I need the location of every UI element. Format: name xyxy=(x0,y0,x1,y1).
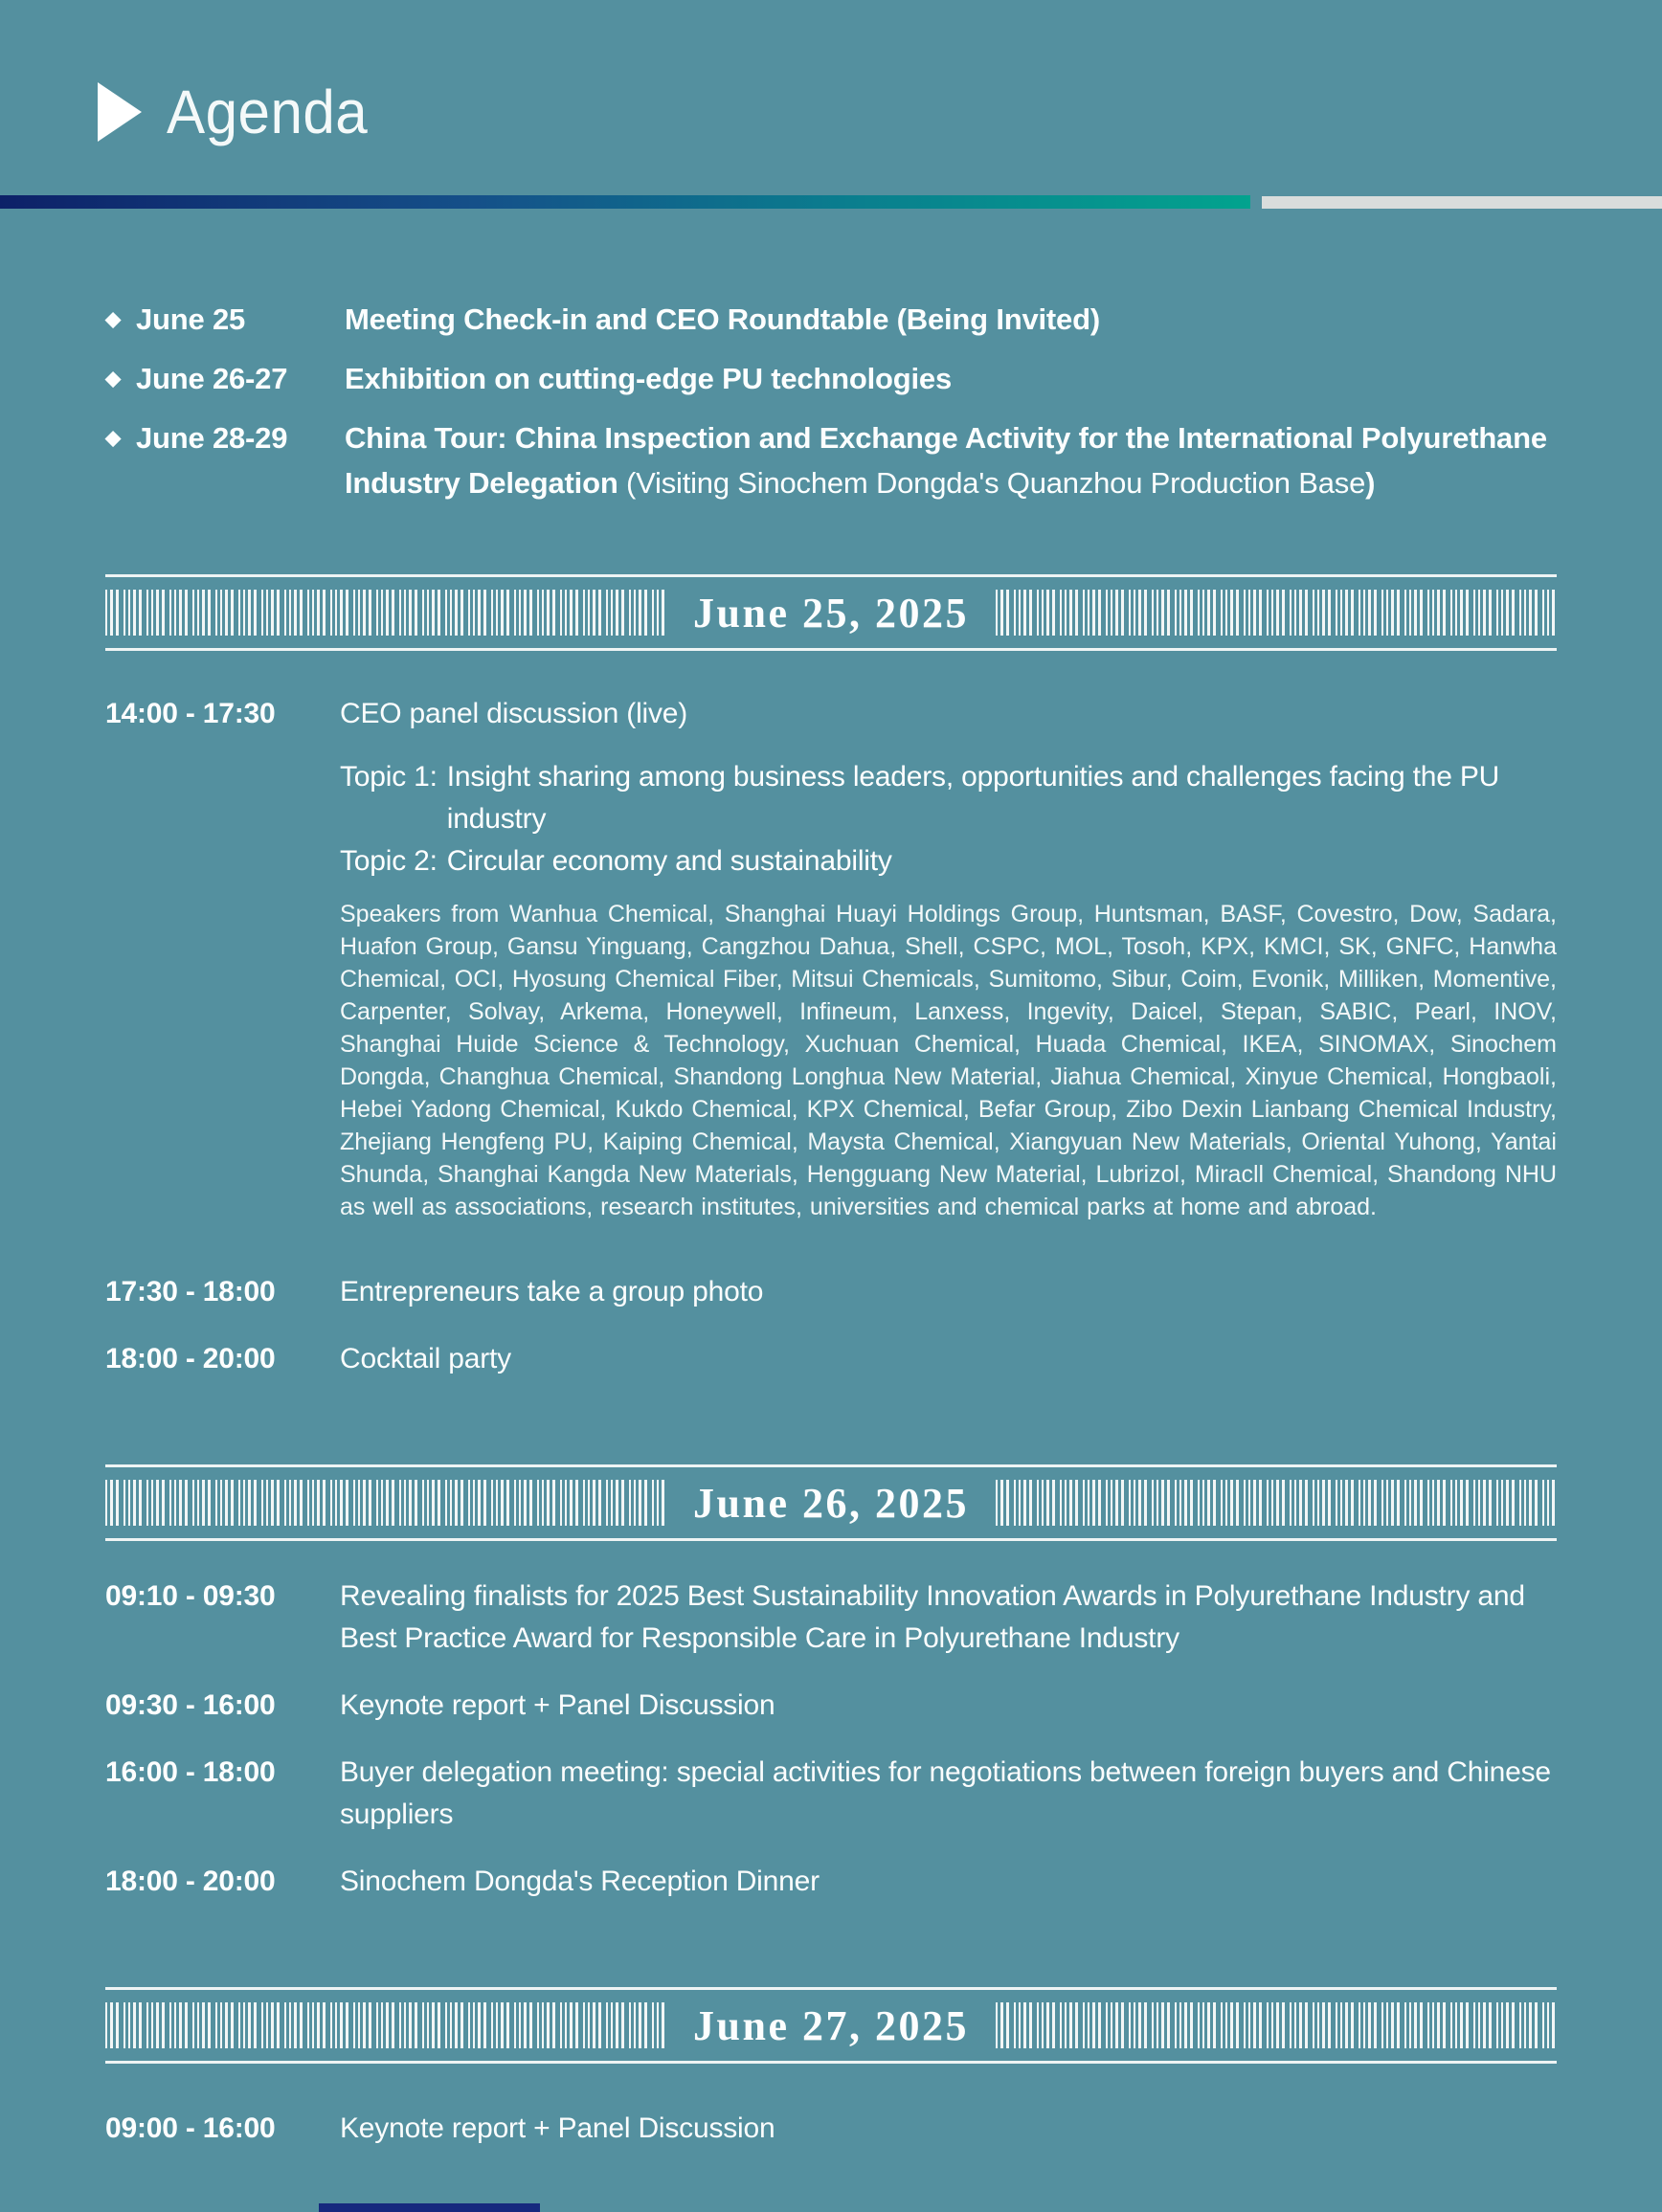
overview-title-bold: Exhibition on cutting-edge PU technologies xyxy=(345,362,952,395)
time-range: 16:00 - 18:00 xyxy=(105,1756,276,1788)
event-title: Revealing finalists for 2025 Best Sustainability Innovation Awards in Polyurethane Industry and Best Practice Award for Responsible Care in Polyurethane Industry xyxy=(340,1580,1525,1654)
event-title: CEO panel discussion (live) xyxy=(340,698,688,729)
topic-label: Topic 2: xyxy=(340,845,438,877)
barcode-decoration-left xyxy=(105,1480,666,1526)
overview-title xyxy=(345,415,1557,505)
time-range: 18:00 - 20:00 xyxy=(105,1866,276,1897)
list-item xyxy=(105,297,1557,342)
play-triangle-icon xyxy=(98,82,142,142)
schedule-row xyxy=(105,1861,1557,1903)
event-title: Buyer delegation meeting: special activities for negotiations between foreign buyers and Chinese suppliers xyxy=(340,1756,1551,1830)
overview-title-bold: Meeting Check-in and CEO Roundtable (Being Invited) xyxy=(345,302,1100,336)
schedule-june-26 xyxy=(105,1575,1557,1903)
banner-inner xyxy=(105,2002,1557,2048)
schedule-row xyxy=(105,1271,1557,1313)
speakers-paragraph: Speakers from Wanhua Chemical, Shanghai Huayi Holdings Group, Huntsman, BASF, Covestro, Dow, Sadara, Huafon Group, Gansu Yinguang, Cangzhou Dahua, Shell, CSPC, MOL, Tosoh, KPX, KMCI, SK, GNFC, Hanwha Chemical, OCI, Hyosung Chemical Fiber, Mitsui Chemicals, Sumitomo, Sibur, Coim, Evonik, Milliken, Momentive, Carpenter, Solvay, Arkema, Honeywell, Infineum, Lanxess, Ingevity, Daicel, Stepan, SABIC, Pearl, INOV, Shanghai Huide Science & Technology, Xuchuan Chemical, Huada Chemical, IKEA, SINOMAX, Sinochem Dongda, Changhua Chemical, Shandong Longhua New Material, Jiahua Chemical, Xinyue Chemical, Hongbaoli, Hebei Yadong Chemical, Kukdo Chemical, KPX Chemical, Befar Group, Zibo Dexin Lianbang Chemical Industry, Zhejiang Hengfeng PU, Kaiping Chemical, Maysta Chemical, Xiangyuan New Materials, Oriental Yuhong, Yantai Shunda, Shanghai Kangda New Materials, Hengguang New Material, Lubrizol, Miracll Chemical, Shandong NHU as well as associations, research institutes, universities and chemical parks at home and abroad. xyxy=(340,901,1557,1220)
time-range: 09:30 - 16:00 xyxy=(105,1689,276,1721)
gray-bar xyxy=(1262,196,1662,209)
overview-date: June 26-27 xyxy=(136,362,288,395)
gradient-bar xyxy=(0,195,1250,209)
event-title: Entrepreneurs take a group photo xyxy=(340,1276,764,1307)
schedule-row-group xyxy=(105,693,1557,1223)
topic-text: Circular economy and sustainability xyxy=(446,845,892,877)
event-title: Keynote report + Panel Discussion xyxy=(340,2112,775,2144)
date-banner-june-26 xyxy=(105,1464,1557,1541)
date-banner-june-25 xyxy=(105,574,1557,651)
time-range: 09:10 - 09:30 xyxy=(105,1580,276,1612)
slide-header xyxy=(0,0,1662,147)
schedule-row xyxy=(105,1685,1557,1727)
time-range: 17:30 - 18:00 xyxy=(105,1276,276,1307)
barcode-decoration-left xyxy=(105,2002,666,2048)
barcode-decoration-right xyxy=(996,590,1557,636)
event-details xyxy=(340,735,1557,1223)
diamond-bullet-icon: ◆ xyxy=(105,308,121,330)
title-divider xyxy=(0,195,1662,209)
topic-line xyxy=(340,840,1557,883)
barcode-decoration-right xyxy=(996,1480,1557,1526)
schedule-june-25 xyxy=(105,693,1557,1380)
banner-date: June 27, 2025 xyxy=(693,2001,969,2049)
banner-inner xyxy=(105,590,1557,636)
overview-title-regular: (Visiting Sinochem Dongda's Quanzhou Production Base xyxy=(625,466,1366,500)
topics-block xyxy=(340,756,1557,883)
event-title: Cocktail party xyxy=(340,1343,511,1374)
time-spacer xyxy=(105,735,340,1223)
overview-date: June 28-29 xyxy=(136,421,288,455)
event-title: Sinochem Dongda's Reception Dinner xyxy=(340,1866,820,1897)
schedule-row xyxy=(105,1338,1557,1380)
time-range: 14:00 - 17:30 xyxy=(105,698,276,729)
bottom-partial-gradient-bar xyxy=(319,2203,540,2212)
schedule-row xyxy=(105,1752,1557,1836)
schedule-june-27 xyxy=(105,2108,1557,2150)
topic-line xyxy=(340,756,1557,840)
topic-label: Topic 1: xyxy=(340,761,438,793)
overview-list xyxy=(105,297,1557,505)
time-range: 09:00 - 16:00 xyxy=(105,2112,276,2144)
overview-title-bold: China Tour: China Inspection and Exchange Activity for the International Polyurethane Industry Delegation xyxy=(345,421,1547,500)
date-banner-june-27 xyxy=(105,1987,1557,2064)
schedule-row-detail xyxy=(105,735,1557,1223)
event-title: Keynote report + Panel Discussion xyxy=(340,1689,775,1721)
overview-date: June 25 xyxy=(136,302,246,336)
list-item xyxy=(105,415,1557,505)
overview-title-close: ) xyxy=(1365,466,1376,500)
page-title: Agenda xyxy=(167,78,369,146)
banner-inner xyxy=(105,1480,1557,1526)
schedule-row xyxy=(105,2108,1557,2150)
overview-title xyxy=(345,356,1557,401)
schedule-row xyxy=(105,1575,1557,1660)
diamond-bullet-icon: ◆ xyxy=(105,368,121,390)
time-range: 18:00 - 20:00 xyxy=(105,1343,276,1374)
barcode-decoration-left xyxy=(105,590,666,636)
topic-text: Insight sharing among business leaders, opportunities and challenges facing the PU industry xyxy=(446,761,1500,835)
banner-date: June 26, 2025 xyxy=(693,1479,969,1527)
list-item xyxy=(105,356,1557,401)
diamond-bullet-icon: ◆ xyxy=(105,427,121,449)
barcode-decoration-right xyxy=(996,2002,1557,2048)
overview-title xyxy=(345,297,1557,342)
schedule-row xyxy=(105,693,1557,735)
banner-date: June 25, 2025 xyxy=(693,589,969,637)
